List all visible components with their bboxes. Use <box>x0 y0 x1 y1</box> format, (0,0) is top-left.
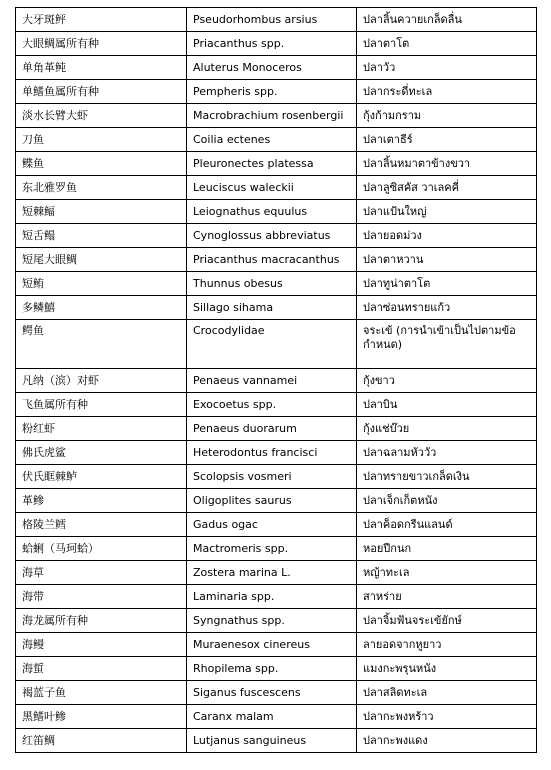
thai-name-cell: แมงกะพรุนหนัง <box>357 657 537 681</box>
table-row <box>16 657 537 681</box>
species-table-body <box>16 8 537 753</box>
scientific-name-cell: Priacanthus spp. <box>187 32 357 56</box>
thai-name-cell: ปลาตาหวาน <box>357 248 537 272</box>
chinese-name-cell: 革鲹 <box>16 489 187 513</box>
scientific-name-cell: Siganus fuscescens <box>187 681 357 705</box>
thai-name-cell: ปลาลิ้นหมาตาข้างขวา <box>357 152 537 176</box>
table-row <box>16 465 537 489</box>
scientific-name-cell: Leuciscus waleckii <box>187 176 357 200</box>
table-row <box>16 441 537 465</box>
chinese-name-cell: 海草 <box>16 561 187 585</box>
scientific-name-cell: Leiognathus equulus <box>187 200 357 224</box>
thai-name-cell: ปลากะพงแดง <box>357 729 537 753</box>
thai-name-cell: สาหร่าย <box>357 585 537 609</box>
table-row <box>16 729 537 753</box>
scientific-name-cell: Priacanthus macracanthus <box>187 248 357 272</box>
scientific-name-cell: Cynoglossus abbreviatus <box>187 224 357 248</box>
chinese-name-cell: 褐蓝子鱼 <box>16 681 187 705</box>
scientific-name-cell: Caranx malam <box>187 705 357 729</box>
chinese-name-cell: 黑鳍叶鲹 <box>16 705 187 729</box>
chinese-name-cell: 海蜇 <box>16 657 187 681</box>
scientific-name-cell: Exocoetus spp. <box>187 393 357 417</box>
table-row <box>16 537 537 561</box>
scientific-name-cell: Macrobrachium rosenbergii <box>187 104 357 128</box>
scientific-name-cell: Coilia ectenes <box>187 128 357 152</box>
thai-name-cell: ปลาตาโต <box>357 32 537 56</box>
table-row <box>16 32 537 56</box>
thai-name-cell: ลายอดจากหูยาว <box>357 633 537 657</box>
scientific-name-cell: Pleuronectes platessa <box>187 152 357 176</box>
thai-name-cell: ปลาค็อดกรีนแลนด์ <box>357 513 537 537</box>
thai-name-cell: ปลาฉลามหัววัว <box>357 441 537 465</box>
scientific-name-cell: Crocodylidae <box>187 320 357 369</box>
table-row <box>16 80 537 104</box>
thai-name-cell: ปลาบิน <box>357 393 537 417</box>
scientific-name-cell: Syngnathus spp. <box>187 609 357 633</box>
table-row <box>16 176 537 200</box>
table-row <box>16 393 537 417</box>
thai-name-cell: ปลาเตาธีร์ <box>357 128 537 152</box>
chinese-name-cell: 刀鱼 <box>16 128 187 152</box>
table-row <box>16 104 537 128</box>
table-row <box>16 705 537 729</box>
chinese-name-cell: 短棘鲾 <box>16 200 187 224</box>
scientific-name-cell: Gadus ogac <box>187 513 357 537</box>
table-row <box>16 561 537 585</box>
thai-name-cell: ปลากะพงหร้าว <box>357 705 537 729</box>
table-row <box>16 320 537 369</box>
scientific-name-cell: Heterodontus francisci <box>187 441 357 465</box>
thai-name-cell: ปลาทรายขาวเกล็ดเงิน <box>357 465 537 489</box>
thai-name-cell: ปลาซ่อนทรายแก้ว <box>357 296 537 320</box>
chinese-name-cell: 多鳞鱚 <box>16 296 187 320</box>
table-row <box>16 8 537 32</box>
chinese-name-cell: 短尾大眼鲷 <box>16 248 187 272</box>
scientific-name-cell: Rhopilema spp. <box>187 657 357 681</box>
scientific-name-cell: Aluterus Monoceros <box>187 56 357 80</box>
thai-name-cell: ปลาเจ็กเก็ตหนัง <box>357 489 537 513</box>
thai-name-cell: กุ้งก้ามกราม <box>357 104 537 128</box>
chinese-name-cell: 大牙斑鲆 <box>16 8 187 32</box>
scientific-name-cell: Sillago sihama <box>187 296 357 320</box>
chinese-name-cell: 凡纳（滨）对虾 <box>16 369 187 393</box>
scientific-name-cell: Scolopsis vosmeri <box>187 465 357 489</box>
thai-name-cell: ปลายอดม่วง <box>357 224 537 248</box>
scientific-name-cell: Lutjanus sanguineus <box>187 729 357 753</box>
chinese-name-cell: 单角革鲀 <box>16 56 187 80</box>
chinese-name-cell: 粉红虾 <box>16 417 187 441</box>
table-row <box>16 224 537 248</box>
chinese-name-cell: 海龙属所有种 <box>16 609 187 633</box>
chinese-name-cell: 短舌鳎 <box>16 224 187 248</box>
chinese-name-cell: 鲽鱼 <box>16 152 187 176</box>
chinese-name-cell: 蛤蜊（马珂蛤） <box>16 537 187 561</box>
chinese-name-cell: 海鳗 <box>16 633 187 657</box>
thai-name-cell: จระเข้ (การนำเข้าเป็นไปตามข้อกำหนด) <box>357 320 537 369</box>
table-row <box>16 681 537 705</box>
table-row <box>16 272 537 296</box>
thai-name-cell: ปลาสลิดทะเล <box>357 681 537 705</box>
thai-name-cell: ปลาวัว <box>357 56 537 80</box>
table-row <box>16 633 537 657</box>
scientific-name-cell: Oligoplites saurus <box>187 489 357 513</box>
table-row <box>16 56 537 80</box>
chinese-name-cell: 佛氏虎鲨 <box>16 441 187 465</box>
table-row <box>16 128 537 152</box>
chinese-name-cell: 格陵兰鳕 <box>16 513 187 537</box>
scientific-name-cell: Muraenesox cinereus <box>187 633 357 657</box>
chinese-name-cell: 东北雅罗鱼 <box>16 176 187 200</box>
chinese-name-cell: 海带 <box>16 585 187 609</box>
scientific-name-cell: Zostera marina L. <box>187 561 357 585</box>
thai-name-cell: หอยปีกนก <box>357 537 537 561</box>
table-row <box>16 417 537 441</box>
chinese-name-cell: 伏氏眶棘鲈 <box>16 465 187 489</box>
scientific-name-cell: Penaeus vannamei <box>187 369 357 393</box>
chinese-name-cell: 淡水长臂大虾 <box>16 104 187 128</box>
thai-name-cell: ปลาลูซิสคัส วาเลคคี่ <box>357 176 537 200</box>
scientific-name-cell: Pempheris spp. <box>187 80 357 104</box>
table-row <box>16 248 537 272</box>
table-row <box>16 489 537 513</box>
scientific-name-cell: Laminaria spp. <box>187 585 357 609</box>
table-row <box>16 200 537 224</box>
table-row <box>16 296 537 320</box>
thai-name-cell: ปลาแป้นใหญ่ <box>357 200 537 224</box>
chinese-name-cell: 飞鱼属所有种 <box>16 393 187 417</box>
chinese-name-cell: 大眼鲷属所有种 <box>16 32 187 56</box>
scientific-name-cell: Penaeus duorarum <box>187 417 357 441</box>
scientific-name-cell: Pseudorhombus arsius <box>187 8 357 32</box>
chinese-name-cell: 红笛鲷 <box>16 729 187 753</box>
chinese-name-cell: 鳄鱼 <box>16 320 187 369</box>
thai-name-cell: ปลาลิ้นควายเกล็ดลื่น <box>357 8 537 32</box>
table-row <box>16 152 537 176</box>
thai-name-cell: หญ้าทะเล <box>357 561 537 585</box>
scientific-name-cell: Thunnus obesus <box>187 272 357 296</box>
species-table <box>15 7 537 753</box>
thai-name-cell: กุ้งขาว <box>357 369 537 393</box>
chinese-name-cell: 短鲔 <box>16 272 187 296</box>
chinese-name-cell: 单鳍鱼属所有种 <box>16 80 187 104</box>
thai-name-cell: กุ้งแช่บ๊วย <box>357 417 537 441</box>
scientific-name-cell: Mactromeris spp. <box>187 537 357 561</box>
thai-name-cell: ปลากระดี่ทะเล <box>357 80 537 104</box>
table-row <box>16 609 537 633</box>
table-row <box>16 513 537 537</box>
table-row <box>16 369 537 393</box>
thai-name-cell: ปลาจิ้มฟันจระเข้ยักษ์ <box>357 609 537 633</box>
table-row <box>16 585 537 609</box>
thai-name-cell: ปลาทูน่าตาโต <box>357 272 537 296</box>
